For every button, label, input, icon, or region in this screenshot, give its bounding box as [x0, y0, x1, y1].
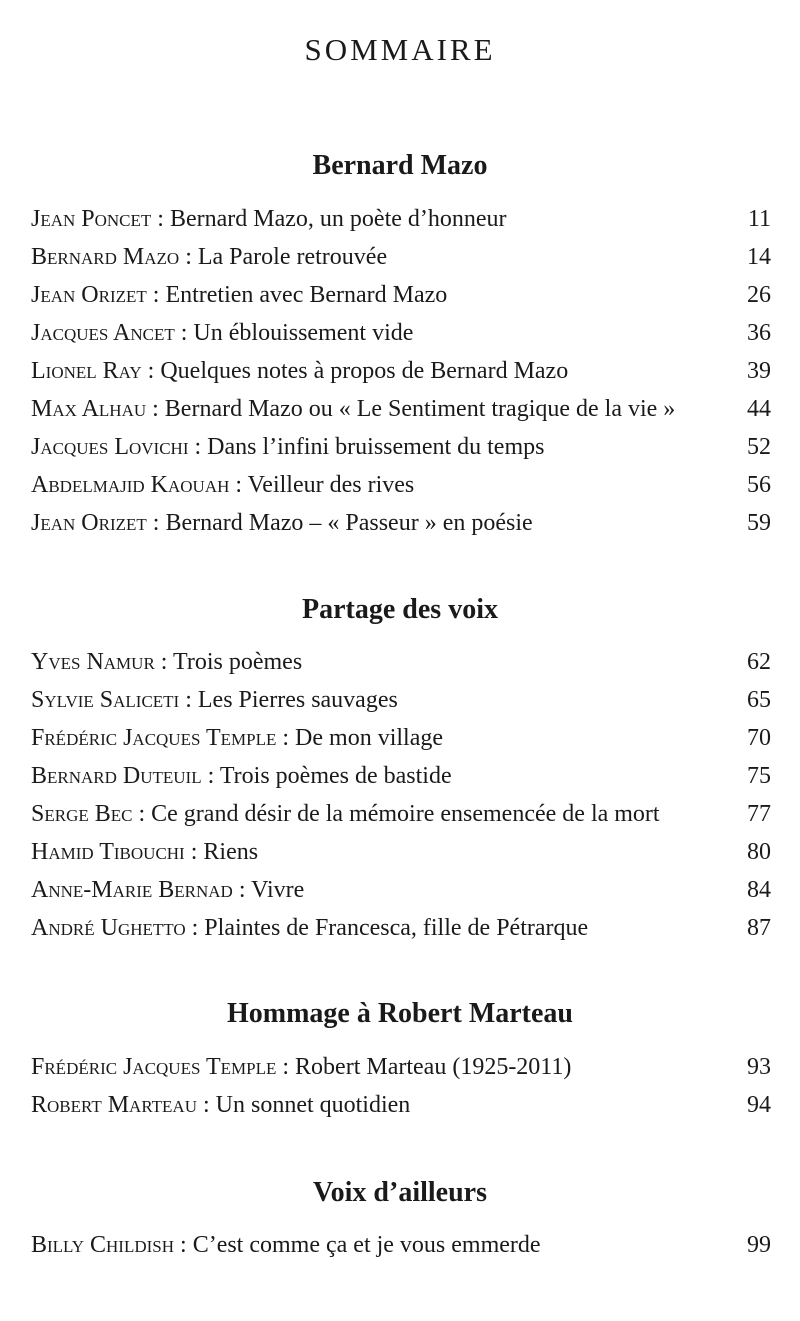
- entry-title: De mon village: [295, 725, 444, 751]
- section-title: Hommage à Robert Marteau: [226, 998, 573, 1029]
- entry-title: Un éblouissement vide: [193, 320, 414, 346]
- entry-title: C’est comme ça et je vous emmerde: [192, 1232, 541, 1258]
- entry-page-number: 11: [747, 206, 771, 232]
- entry-page-number: 93: [747, 1054, 771, 1080]
- toc-entry: Bernard Duteuil : Trois poèmes de bastide 75: [31, 763, 771, 789]
- toc-entry: Lionel Ray : Quelques notes à propos de Bernard Mazo 39: [31, 358, 771, 384]
- toc-entry: Frédéric Jacques Temple : De mon village 70: [31, 725, 771, 751]
- toc-entry: Yves Namur : Trois poèmes 62: [31, 649, 771, 675]
- entry-author: Yves Namur: [31, 649, 155, 675]
- toc-entry: Jean Orizet : Bernard Mazo – « Passeur » en poésie 59: [31, 510, 771, 536]
- entry-author: Abdelmajid Kaouah: [31, 472, 230, 498]
- entry-author: Anne-Marie Bernad: [31, 877, 233, 903]
- entry-title: Bernard Mazo, un poète d’honneur: [169, 206, 507, 232]
- entry-page-number: 62: [747, 649, 771, 675]
- entry-author: Jean Poncet: [31, 206, 152, 232]
- entry-page-number: 52: [747, 434, 771, 460]
- entry-author: Jacques Ancet: [31, 320, 175, 346]
- entry-page-number: 70: [747, 725, 771, 751]
- toc-entry: Max Alhau : Bernard Mazo ou « Le Sentiment tragique de la vie » 44: [31, 396, 771, 422]
- entry-page-number: 84: [747, 877, 771, 903]
- toc-entry: Abdelmajid Kaouah : Veilleur des rives 56: [31, 472, 771, 498]
- toc-entry: Hamid Tibouchi : Riens 80: [31, 839, 771, 865]
- entry-author: Jean Orizet: [31, 282, 147, 308]
- entry-title: Veilleur des rives: [247, 472, 415, 498]
- entry-author: Billy Childish: [31, 1232, 175, 1258]
- entry-page-number: 36: [747, 320, 771, 346]
- entry-page-number: 44: [747, 396, 771, 422]
- entry-author: Jacques Lovichi: [31, 434, 189, 460]
- section-title: Voix d’ailleurs: [313, 1177, 487, 1208]
- entry-page-number: 94: [747, 1092, 771, 1118]
- entry-title: Riens: [203, 839, 259, 865]
- entry-title: Dans l’infini bruissement du temps: [207, 434, 545, 460]
- entry-page-number: 75: [747, 763, 771, 789]
- entry-title: Bernard Mazo ou « Le Sentiment tragique de la vie »: [164, 396, 676, 422]
- entry-title: Quelques notes à propos de Bernard Mazo: [160, 358, 569, 384]
- entry-author: Serge Bec: [31, 801, 133, 827]
- entry-title: Les Pierres sauvages: [197, 687, 398, 713]
- toc-entry: Jacques Lovichi : Dans l’infini bruissement du temps 52: [31, 434, 771, 460]
- entry-page-number: 80: [747, 839, 771, 865]
- entry-author: Robert Marteau: [31, 1092, 197, 1118]
- page-title: SOMMAIRE: [304, 32, 496, 67]
- entry-title: Vivre: [251, 877, 305, 903]
- entry-title: La Parole retrouvée: [197, 244, 388, 270]
- entry-title: Bernard Mazo – « Passeur » en poésie: [165, 510, 533, 536]
- toc-entry: Serge Bec : Ce grand désir de la mémoire ensemencée de la mort 77: [31, 801, 771, 827]
- entry-page-number: 59: [747, 510, 771, 536]
- entry-author: André Ughetto: [31, 915, 186, 941]
- entry-title: Plaintes de Francesca, fille de Pétrarque: [204, 915, 589, 941]
- entry-author: Lionel Ray: [31, 358, 142, 384]
- entry-page-number: 56: [747, 472, 771, 498]
- entry-author: Max Alhau: [31, 396, 147, 422]
- entry-page-number: 26: [747, 282, 771, 308]
- entry-author: Frédéric Jacques Temple: [31, 725, 277, 751]
- entry-page-number: 14: [747, 244, 771, 270]
- entry-author: Hamid Tibouchi: [31, 839, 185, 865]
- section-title: Partage des voix: [302, 594, 498, 625]
- toc-entry: Jean Poncet : Bernard Mazo, un poète d’honneur 11: [31, 206, 771, 232]
- entry-title: Trois poèmes de bastide: [219, 763, 452, 789]
- toc-entry: Billy Childish : C’est comme ça et je vous emmerde 99: [31, 1232, 771, 1258]
- entry-author: Jean Orizet: [31, 510, 147, 536]
- entry-page-number: 65: [747, 687, 771, 713]
- section-title: Bernard Mazo: [312, 150, 488, 181]
- toc-entry: Jean Orizet : Entretien avec Bernard Mazo 26: [31, 282, 771, 308]
- entry-author: Frédéric Jacques Temple: [31, 1054, 277, 1080]
- entry-page-number: 77: [747, 801, 771, 827]
- toc-entry: Sylvie Saliceti : Les Pierres sauvages 65: [31, 687, 771, 713]
- entry-title: Un sonnet quotidien: [215, 1092, 411, 1118]
- entry-page-number: 99: [747, 1232, 771, 1258]
- entry-page-number: 87: [747, 915, 771, 941]
- entry-author: Sylvie Saliceti: [31, 687, 180, 713]
- toc-entry: Jacques Ancet : Un éblouissement vide 36: [31, 320, 771, 346]
- toc-entry: André Ughetto : Plaintes de Francesca, fille de Pétrarque 87: [31, 915, 771, 941]
- toc-entry: Bernard Mazo : La Parole retrouvée 14: [31, 244, 771, 270]
- entry-title: Entretien avec Bernard Mazo: [165, 282, 448, 308]
- toc-entry: Robert Marteau : Un sonnet quotidien 94: [31, 1092, 771, 1118]
- entry-page-number: 39: [747, 358, 771, 384]
- entry-title: Robert Marteau (1925-2011): [295, 1054, 572, 1080]
- entry-author: Bernard Duteuil: [31, 763, 202, 789]
- toc-entry: Frédéric Jacques Temple : Robert Marteau (1925-2011) 93: [31, 1054, 771, 1080]
- entry-title: Trois poèmes: [173, 649, 303, 675]
- entry-author: Bernard Mazo: [31, 244, 180, 270]
- toc-entry: Anne-Marie Bernad : Vivre 84: [31, 877, 771, 903]
- entry-title: Ce grand désir de la mémoire ensemencée de la mort: [151, 801, 660, 827]
